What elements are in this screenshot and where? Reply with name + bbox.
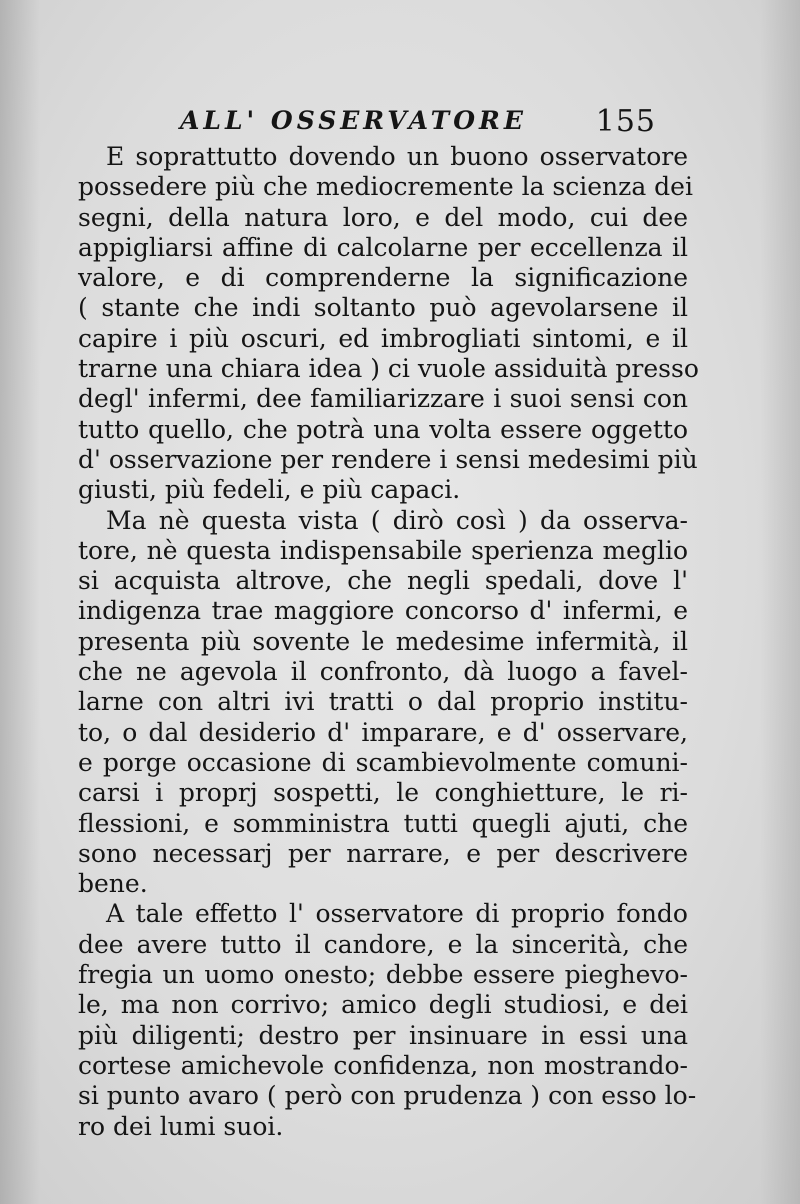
text-line: segni, della natura loro, e del modo, cui dee [78, 202, 688, 232]
text-line: ( stante che indi soltanto può agevolarsene il [78, 293, 688, 323]
text-line: e porge occasione di scambievolmente comuni- [78, 747, 688, 777]
text-line: tore, nè questa indispensabile sperienza meglio [78, 535, 688, 565]
text-line: bene. [78, 869, 148, 899]
text-line: dee avere tutto il candore, e la sincerità, che [78, 929, 688, 959]
body-text [78, 142, 699, 1142]
page-left-edge-shadow [0, 0, 40, 1204]
text-line: possedere più che mediocremente la scienza dei [78, 172, 693, 202]
text-line: larne con altri ivi tratti o dal proprio institu- [78, 687, 688, 717]
text-line: Ma nè questa vista ( dirò così ) da osserva- [106, 505, 688, 535]
text-line: capire i più oscuri, ed imbrogliati sintomi, e il [78, 323, 688, 353]
text-line: fregia un uomo onesto; debbe essere pieghevo- [78, 960, 688, 990]
text-line: presenta più sovente le medesime infermità, il [78, 626, 688, 656]
text-line: trarne una chiara idea ) ci vuole assiduità presso [78, 354, 699, 384]
text-line: indigenza trae maggiore concorso d' infermi, e [78, 596, 688, 626]
page-header [180, 104, 656, 140]
text-line: giusti, più fedeli, e più capaci. [78, 475, 461, 505]
text-line: valore, e di comprenderne la significazione [78, 263, 688, 293]
text-line: più diligenti; destro per insinuare in essi una [78, 1020, 688, 1050]
text-line: si punto avaro ( però con prudenza ) con esso lo- [78, 1081, 697, 1111]
text-line: cortese amichevole confidenza, non mostrando- [78, 1050, 688, 1080]
text-line: carsi i proprj sospetti, le conghietture, le ri- [78, 778, 688, 808]
text-line: ro dei lumi suoi. [78, 1111, 284, 1141]
text-line: degl' infermi, dee familiarizzare i suoi sensi con [78, 384, 688, 414]
text-line: sono necessarj per narrare, e per descrivere [78, 838, 688, 868]
running-head: ALL' OSSERVATORE [180, 106, 527, 135]
page-number: 155 [595, 104, 656, 139]
page-right-edge-shadow [760, 0, 800, 1204]
text-line: le, ma non corrivo; amico degli studiosi, e dei [78, 990, 688, 1020]
text-line: to, o dal desiderio d' imparare, e d' osservare, [78, 717, 688, 747]
text-line: A tale effetto l' osservatore di proprio fondo [106, 899, 688, 929]
text-line: appigliarsi affine di calcolarne per eccellenza il [78, 232, 688, 262]
text-line: si acquista altrove, che negli spedali, dove l' [78, 566, 688, 596]
text-line: d' osservazione per rendere i sensi medesimi più [78, 444, 698, 474]
text-line: tutto quello, che potrà una volta essere oggetto [78, 414, 688, 444]
text-line: E soprattutto dovendo un buono osservatore [106, 142, 688, 171]
text-line: flessioni, e somministra tutti quegli ajuti, che [78, 808, 688, 838]
text-line: che ne agevola il confronto, dà luogo a favel- [78, 657, 688, 687]
